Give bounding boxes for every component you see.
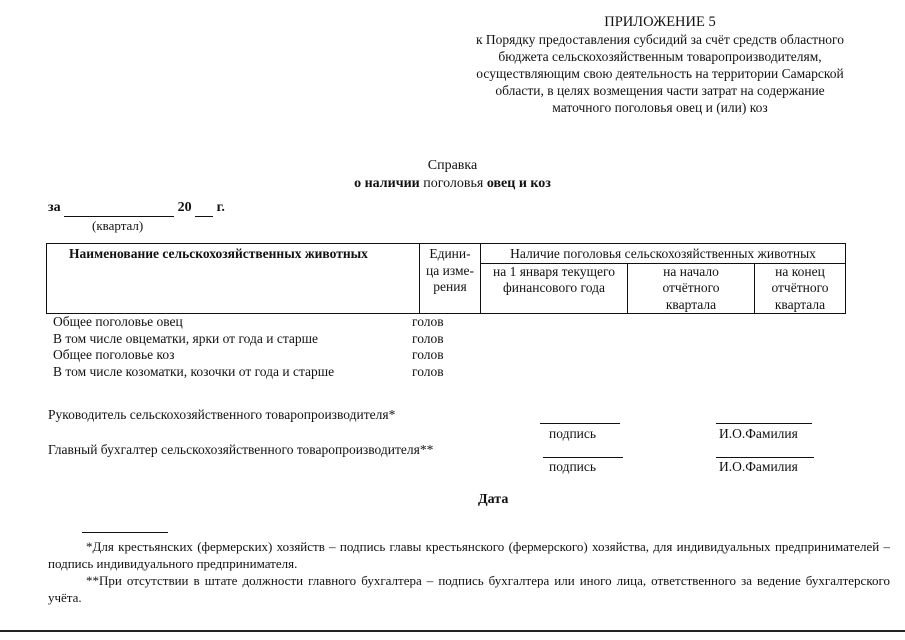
appendix-title: ПРИЛОЖЕНИЕ 5 xyxy=(604,14,716,30)
head-label: Руководитель сельскохозяйственного товаропроизводителя* xyxy=(48,407,396,422)
subheading-rest: поголовья xyxy=(419,176,487,191)
accountant-label: Главный бухгалтер сельскохозяйственного товаропроизводителя** xyxy=(48,442,434,457)
head-name-line[interactable] xyxy=(716,423,812,424)
table-row: Общее поголовье овец xyxy=(53,314,183,329)
row-unit: голов xyxy=(412,330,444,346)
head-signature-line[interactable] xyxy=(540,423,620,424)
footnote-2: **При отсутствии в штате должности главного бухгалтера – подпись бухгалтера или иного лица, ответственного за ведение бухгалтерского учёта. xyxy=(48,573,890,605)
table-rows xyxy=(53,314,334,380)
footnote-1: *Для крестьянских (фермерских) хозяйств – подпись главы крестьянского (фермерского) хозяйства, для индивидуальных предпринимателей – подпись индивидуального предпринимателя. xyxy=(48,539,890,571)
col-jan1: на 1 января текущего финансового года xyxy=(481,263,628,314)
accountant-name-line[interactable] xyxy=(716,457,814,458)
quarter-caption: (квартал) xyxy=(92,218,144,233)
appendix-line: области, в целях возмещения части затрат на содержание xyxy=(495,83,825,98)
period-prefix: за xyxy=(48,200,61,215)
table-row: Общее поголовье коз xyxy=(53,347,175,362)
table-row: В том числе овцематки, ярки от года и старше xyxy=(53,330,319,346)
row-unit: голов xyxy=(412,314,444,329)
year-blank[interactable] xyxy=(195,200,213,217)
subheading-bold: о наличии xyxy=(354,176,420,191)
accountant-name-caption: И.О.Фамилия xyxy=(719,459,798,474)
row-unit: голов xyxy=(412,363,444,379)
page-bottom-rule xyxy=(0,630,905,632)
quarter-blank[interactable] xyxy=(64,200,174,217)
subheading-bold-2: овец и коз xyxy=(486,176,551,191)
appendix-header xyxy=(430,14,890,116)
period-suffix: г. xyxy=(216,200,225,215)
period-year: 20 xyxy=(177,200,192,215)
col-group: Наличие поголовья сельскохозяйственных животных xyxy=(481,244,846,264)
appendix-line: к Порядку предоставления субсидий за счёт средств областного xyxy=(475,32,845,47)
livestock-table xyxy=(46,243,846,314)
certificate-title xyxy=(0,157,905,193)
appendix-line: бюджета сельскохозяйственным товаропроизводителям, xyxy=(498,49,822,64)
certificate-heading: Справка xyxy=(427,158,478,173)
col-quarter-end: на конец отчётного квартала xyxy=(755,263,846,314)
col-unit: Едини- ца изме- рения xyxy=(420,244,481,314)
appendix-line: маточного поголовья овец и (или) коз xyxy=(552,100,768,115)
col-quarter-start: на начало отчётного квартала xyxy=(628,263,755,314)
row-unit: голов xyxy=(412,347,444,362)
accountant-sign-caption: подпись xyxy=(549,459,597,474)
appendix-line: осуществляющим свою деятельность на территории Самарской xyxy=(476,66,844,81)
accountant-signature-line[interactable] xyxy=(543,457,623,458)
certificate-subheading xyxy=(0,175,905,193)
head-name-caption: И.О.Фамилия xyxy=(719,426,798,441)
table-row: В том числе козоматки, козочки от года и старше xyxy=(53,363,335,379)
footnote-rule xyxy=(82,532,168,533)
col-animal-name: Наименование сельскохозяйственных животных xyxy=(47,244,420,314)
footnotes xyxy=(48,538,890,606)
date-label: Дата xyxy=(478,492,509,507)
period-line xyxy=(48,200,225,217)
head-sign-caption: подпись xyxy=(549,426,597,441)
table-units xyxy=(412,314,444,380)
